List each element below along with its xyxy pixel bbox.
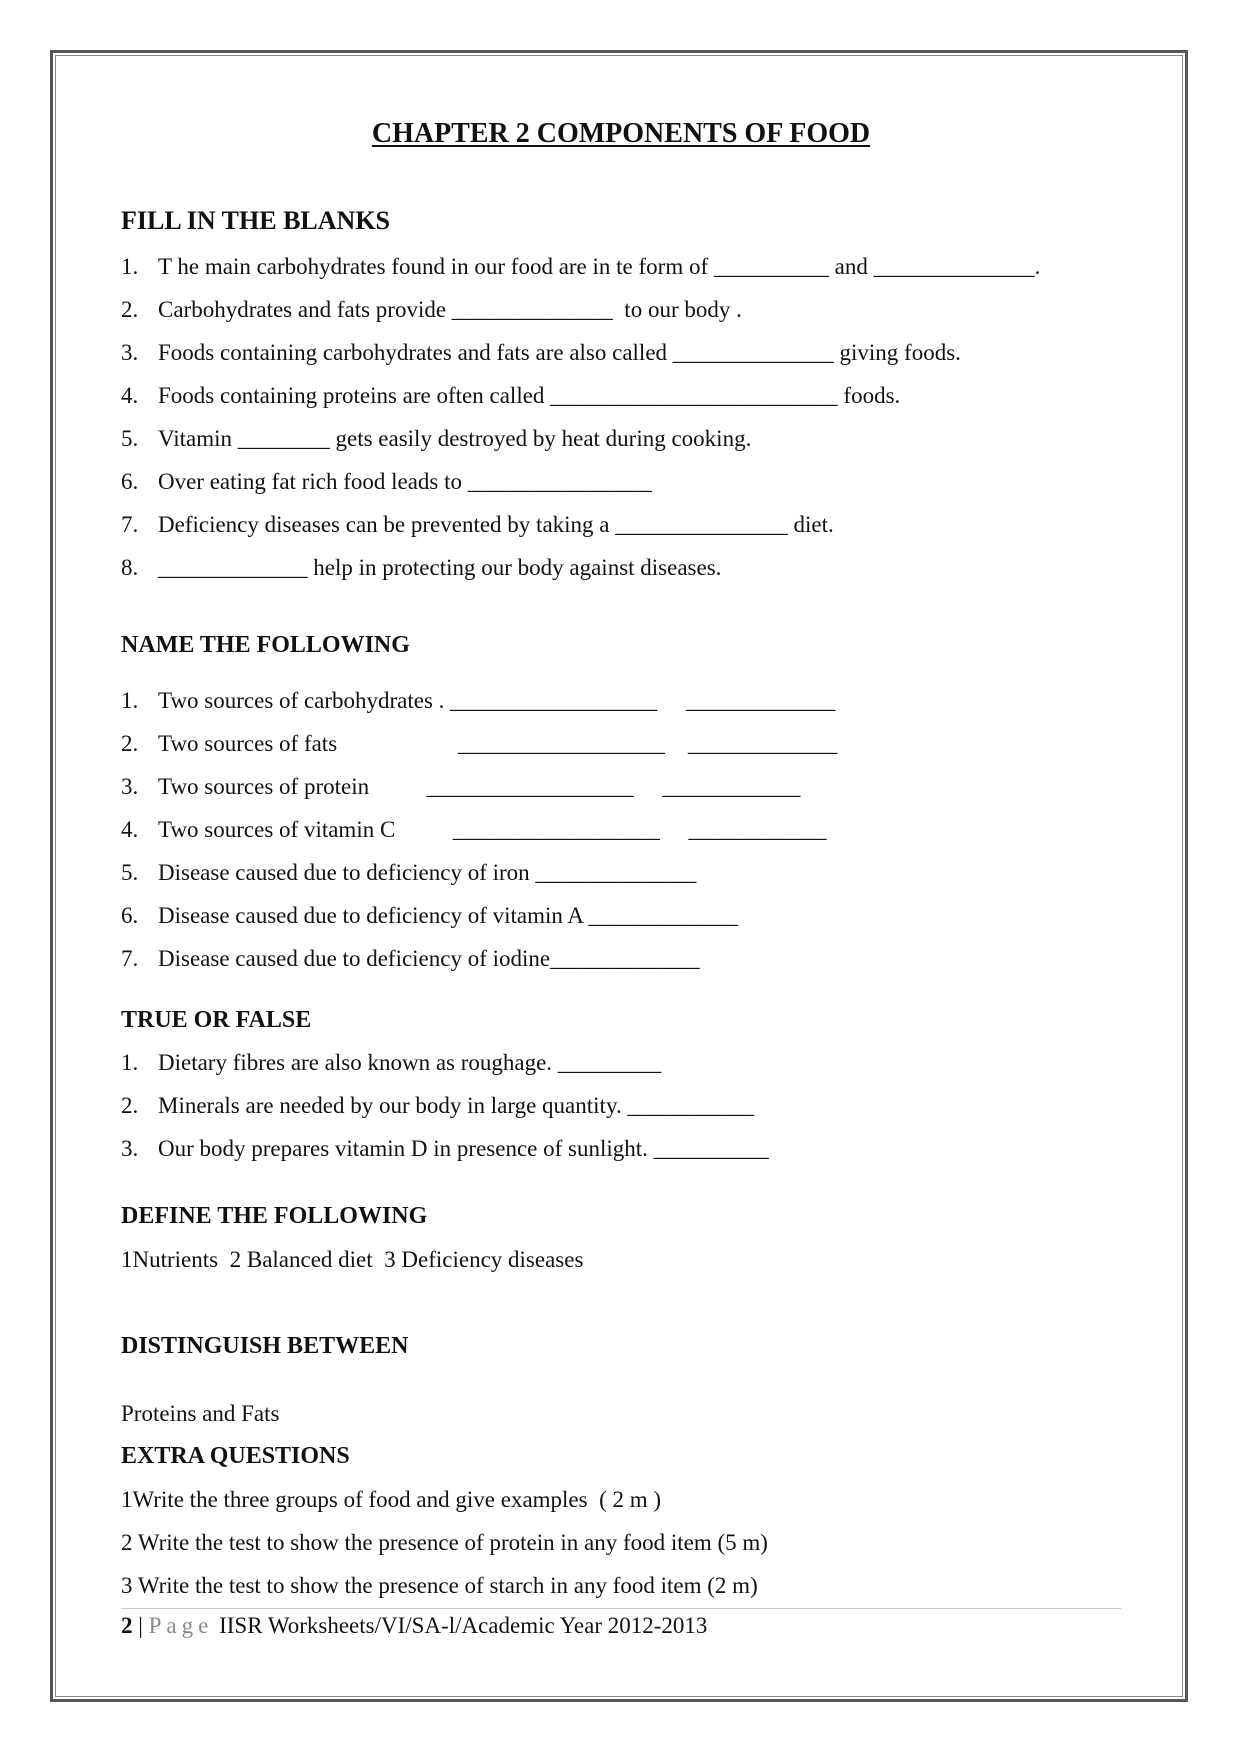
page-label: Page bbox=[148, 1613, 214, 1638]
item-number: 5. bbox=[121, 426, 139, 451]
fill-blank-item bbox=[121, 297, 742, 323]
item-text: Two sources of protein __________________ ____________ bbox=[158, 774, 801, 799]
name-following-heading: NAME THE FOLLOWING bbox=[121, 632, 410, 658]
item-number: 6. bbox=[121, 903, 139, 928]
name-item bbox=[121, 731, 837, 757]
footer-text: IISR Worksheets/VI/SA-l/Academic Year 2012-2013 bbox=[219, 1613, 708, 1638]
name-item bbox=[121, 688, 835, 714]
item-text: Over eating fat rich food leads to ________________ bbox=[158, 469, 652, 494]
item-number: 4. bbox=[121, 817, 139, 842]
name-item bbox=[121, 903, 738, 929]
item-number: 6. bbox=[121, 469, 139, 494]
fill-blank-item bbox=[121, 254, 1040, 280]
item-text: Our body prepares vitamin D in presence of sunlight. __________ bbox=[158, 1136, 769, 1161]
page-footer bbox=[121, 1608, 1121, 1639]
fill-blank-item bbox=[121, 555, 721, 581]
true-false-heading: TRUE OR FALSE bbox=[121, 1007, 312, 1033]
page-number: 2 bbox=[121, 1613, 133, 1638]
extra-item: 3 Write the test to show the presence of starch in any food item (2 m) bbox=[121, 1573, 758, 1598]
name-item bbox=[121, 946, 700, 972]
item-number: 3. bbox=[121, 774, 139, 799]
item-text: Deficiency diseases can be prevented by taking a _______________ diet. bbox=[158, 512, 834, 537]
item-number: 8. bbox=[121, 555, 139, 580]
name-item bbox=[121, 817, 827, 843]
true-false-item bbox=[121, 1136, 769, 1162]
item-text: _____________ help in protecting our body against diseases. bbox=[158, 555, 722, 580]
item-text: Disease caused due to deficiency of iron ______________ bbox=[158, 860, 697, 885]
item-text: Foods containing carbohydrates and fats are also called ______________ giving foods. bbox=[158, 340, 961, 365]
extra-heading: EXTRA QUESTIONS bbox=[121, 1443, 350, 1469]
item-number: 2. bbox=[121, 731, 139, 756]
fill-blank-item bbox=[121, 512, 834, 538]
item-number: 7. bbox=[121, 946, 139, 971]
item-number: 2. bbox=[121, 297, 139, 322]
fill-blank-item bbox=[121, 340, 961, 366]
define-heading: DEFINE THE FOLLOWING bbox=[121, 1203, 428, 1229]
item-text: Two sources of fats __________________ _____________ bbox=[158, 731, 838, 756]
item-text: Disease caused due to deficiency of iodine_____________ bbox=[158, 946, 700, 971]
item-text: Foods containing proteins are often called _________________________ foods. bbox=[158, 383, 901, 408]
extra-item: 1Write the three groups of food and give examples ( 2 m ) bbox=[121, 1487, 662, 1512]
name-item bbox=[121, 860, 696, 886]
fill-blank-item bbox=[121, 426, 751, 452]
extra-item: 2 Write the test to show the presence of protein in any food item (5 m) bbox=[121, 1530, 768, 1555]
item-text: Dietary fibres are also known as roughage. _________ bbox=[158, 1050, 662, 1075]
footer-separator: | bbox=[138, 1613, 143, 1638]
item-number: 3. bbox=[121, 1136, 139, 1161]
page-title: CHAPTER 2 COMPONENTS OF FOOD bbox=[371, 118, 871, 149]
item-number: 4. bbox=[121, 383, 139, 408]
true-false-item bbox=[121, 1050, 661, 1076]
name-item bbox=[121, 774, 800, 800]
item-text: Two sources of carbohydrates . __________________ _____________ bbox=[158, 688, 836, 713]
item-number: 7. bbox=[121, 512, 139, 537]
define-text: 1Nutrients 2 Balanced diet 3 Deficiency diseases bbox=[121, 1247, 584, 1272]
item-number: 1. bbox=[121, 254, 139, 279]
item-number: 5. bbox=[121, 860, 139, 885]
item-text: Two sources of vitamin C __________________ ____________ bbox=[158, 817, 827, 842]
fill-blank-item bbox=[121, 469, 652, 495]
item-text: Carbohydrates and fats provide ______________ to our body . bbox=[158, 297, 742, 322]
item-text: Vitamin ________ gets easily destroyed by heat during cooking. bbox=[158, 426, 752, 451]
item-text: T he main carbohydrates found in our food are in te form of __________ and ______________. bbox=[158, 254, 1041, 279]
distinguish-heading: DISTINGUISH BETWEEN bbox=[121, 1333, 409, 1359]
item-number: 1. bbox=[121, 1050, 139, 1075]
item-number: 3. bbox=[121, 340, 139, 365]
fill-blanks-heading: FILL IN THE BLANKS bbox=[121, 206, 391, 235]
distinguish-text: Proteins and Fats bbox=[121, 1401, 280, 1426]
fill-blank-item bbox=[121, 383, 900, 409]
item-number: 2. bbox=[121, 1093, 139, 1118]
item-text: Minerals are needed by our body in large quantity. ___________ bbox=[158, 1093, 754, 1118]
true-false-item bbox=[121, 1093, 754, 1119]
item-text: Disease caused due to deficiency of vitamin A _____________ bbox=[158, 903, 738, 928]
item-number: 1. bbox=[121, 688, 139, 713]
